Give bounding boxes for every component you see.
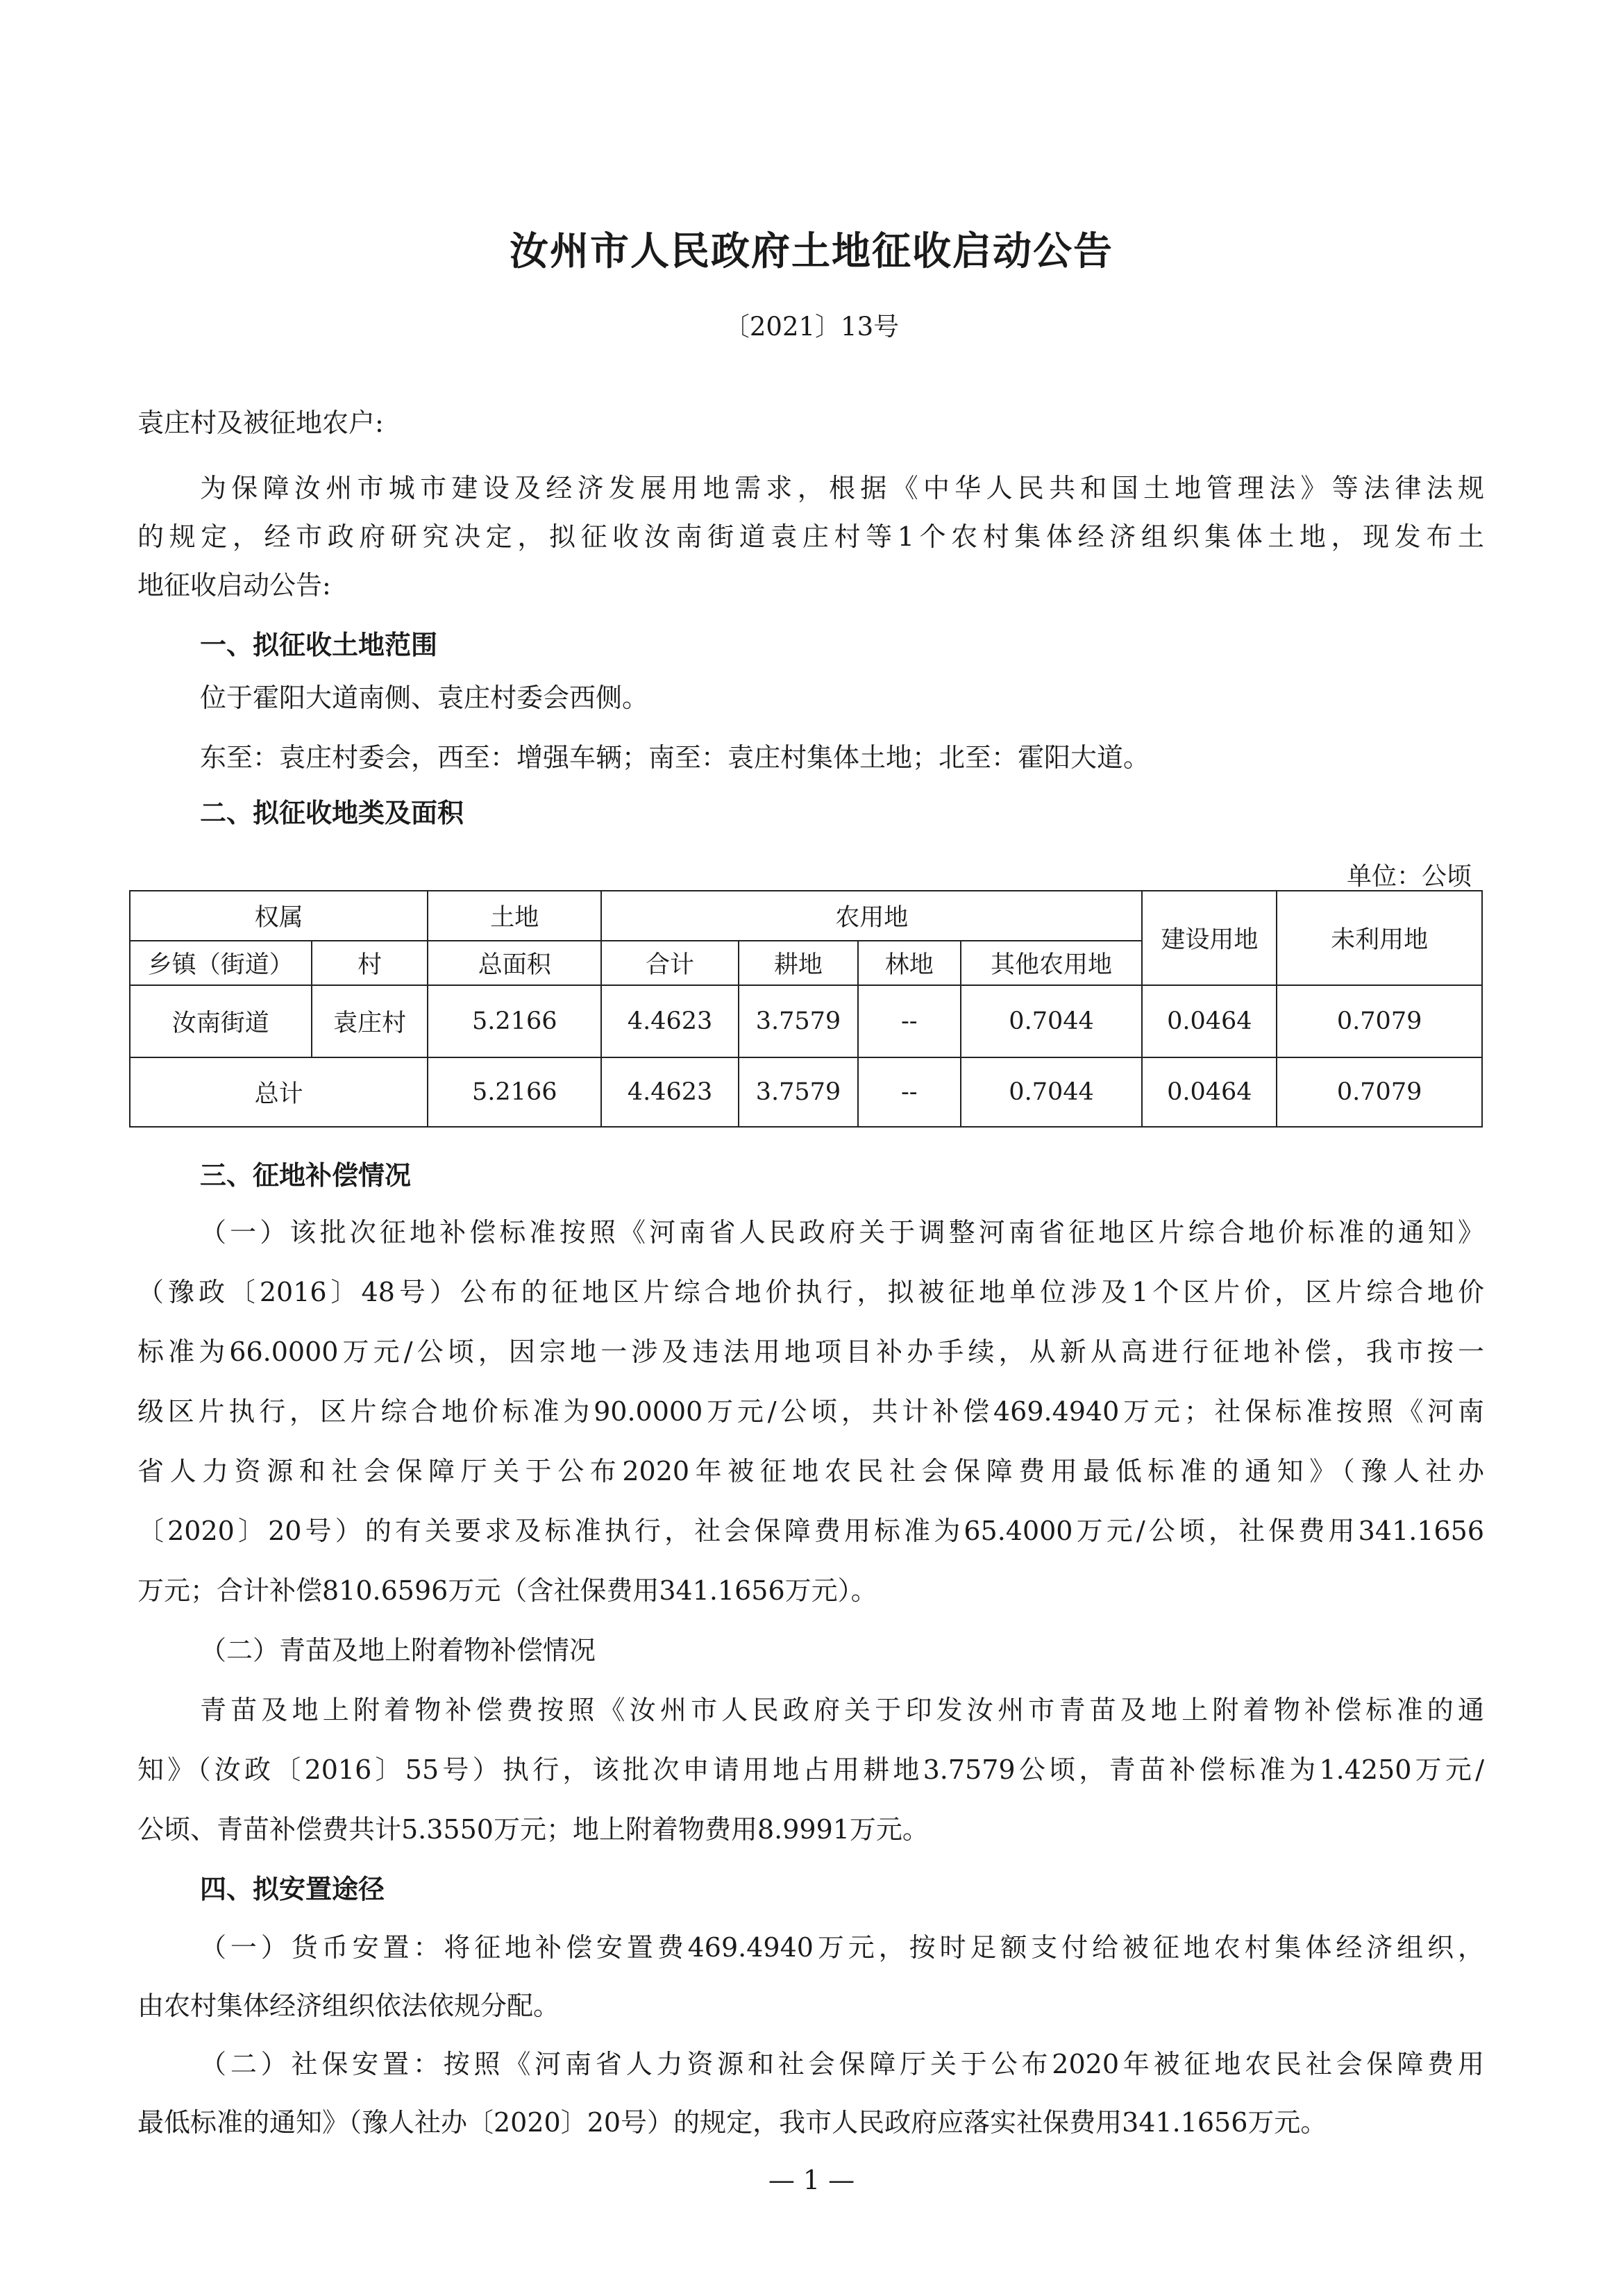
paragraph-line: 万元；合计补偿810.6596万元（含社保费用341.1656万元）。 xyxy=(137,1575,877,1606)
paragraph-line: 〔2020〕20号）的有关要求及标准执行，社会保障费用标准为65.4000万元/公顷，社保费用341.1656 xyxy=(137,1516,1484,1546)
paragraph-line: 级区片执行，区片综合地价标准为90.0000万元/公顷，共计补偿469.4940万元；社保标准按照《河南 xyxy=(137,1396,1484,1427)
table-cell: -- xyxy=(858,985,961,1057)
paragraph-line: 由农村集体经济组织依法依规分配。 xyxy=(137,1991,560,2021)
paragraph-line: 最低标准的通知》（豫人社办〔2020〕20号）的规定，我市人民政府应落实社保费用341.1656万元。 xyxy=(137,2107,1327,2138)
section-heading: 三、征地补偿情况 xyxy=(200,1160,412,1191)
table-cell: 总计 xyxy=(130,1057,428,1127)
paragraph-line: （二）社保安置：按照《河南省人力资源和社会保障厅关于公布2020年被征地农民社会保障费用 xyxy=(200,2049,1484,2079)
table-header-cell: 农用地 xyxy=(601,891,1142,941)
table-cell: 0.7044 xyxy=(961,1057,1143,1127)
intro-line: 的规定，经市政府研究决定，拟征收汝南街道袁庄村等1个农村集体经济组织集体土地，现发布土 xyxy=(137,521,1484,552)
table-header-cell: 未利用地 xyxy=(1277,891,1482,985)
table-cell: 0.7079 xyxy=(1277,1057,1482,1127)
table-cell: 0.7044 xyxy=(961,985,1143,1057)
section-heading: 四、拟安置途径 xyxy=(200,1874,385,1904)
subheading: （二）青苗及地上附着物补偿情况 xyxy=(200,1635,596,1666)
table-header-cell: 建设用地 xyxy=(1142,891,1277,985)
table-cell: 4.4623 xyxy=(601,985,739,1057)
paragraph-line: 青苗及地上附着物补偿费按照《汝州市人民政府关于印发汝州市青苗及地上附着物补偿标准的通 xyxy=(200,1695,1484,1725)
table-header-row xyxy=(130,891,1482,941)
paragraph-line: 公顷、青苗补偿费共计5.3550万元；地上附着物费用8.9991万元。 xyxy=(137,1814,929,1845)
table-cell: 0.0464 xyxy=(1142,985,1277,1057)
intro-line: 地征收启动公告: xyxy=(137,570,331,601)
paragraph-line: 知》（汝政〔2016〕55号）执行，该批次申请用地占用耕地3.7579公顷，青苗补偿标准为1.4250万元/ xyxy=(137,1754,1484,1785)
land-area-table xyxy=(129,890,1483,1128)
section-heading: 二、拟征收地类及面积 xyxy=(200,798,464,828)
section-heading: 一、拟征收土地范围 xyxy=(200,630,438,660)
table-unit-label: 单位：公顷 xyxy=(1346,862,1472,891)
table-header-cell: 权属 xyxy=(130,891,428,941)
table-header-cell: 耕地 xyxy=(739,941,858,985)
paragraph-line: （一）货币安置：将征地补偿安置费469.4940万元，按时足额支付给被征地农村集体经济组织， xyxy=(200,1932,1484,1963)
table-header-cell: 村 xyxy=(312,941,428,985)
table-header-cell: 合计 xyxy=(601,941,739,985)
paragraph-line: （豫政〔2016〕48号）公布的征地区片综合地价执行，拟被征地单位涉及1个区片价，区片综合地价 xyxy=(137,1277,1484,1307)
intro-line: 为保障汝州市城市建设及经济发展用地需求，根据《中华人民共和国土地管理法》等法律法规 xyxy=(200,473,1484,503)
page-title: 汝州市人民政府土地征收启动公告 xyxy=(510,229,1113,274)
salutation: 袁庄村及被征地农户: xyxy=(137,408,384,438)
table-cell: 5.2166 xyxy=(428,985,601,1057)
document-number: 〔2021〕13号 xyxy=(723,312,900,342)
table-header-cell: 乡镇（街道） xyxy=(130,941,312,985)
table-cell: 4.4623 xyxy=(601,1057,739,1127)
page-number: — 1 — xyxy=(768,2165,855,2195)
table-header-cell: 总面积 xyxy=(428,941,601,985)
table-header-cell: 林地 xyxy=(858,941,961,985)
table-cell: 0.7079 xyxy=(1277,985,1482,1057)
table-header-cell: 土地 xyxy=(428,891,601,941)
paragraph-line: 省人力资源和社会保障厅关于公布2020年被征地农民社会保障费用最低标准的通知》（豫人社办 xyxy=(137,1456,1484,1486)
table-cell: 0.0464 xyxy=(1142,1057,1277,1127)
table-cell: 3.7579 xyxy=(739,1057,858,1127)
table-cell: 袁庄村 xyxy=(312,985,428,1057)
table-cell: 汝南街道 xyxy=(130,985,312,1057)
table-cell: 5.2166 xyxy=(428,1057,601,1127)
paragraph-line: （一）该批次征地补偿标准按照《河南省人民政府关于调整河南省征地区片综合地价标准的通知》 xyxy=(200,1217,1484,1248)
table-header-cell: 其他农用地 xyxy=(961,941,1143,985)
table-total-row xyxy=(130,1057,1482,1127)
paragraph-line: 东至：袁庄村委会，西至：增强车辆；南至：袁庄村集体土地；北至：霍阳大道。 xyxy=(200,742,1150,773)
table-cell: 3.7579 xyxy=(739,985,858,1057)
table-cell: -- xyxy=(858,1057,961,1127)
table-row xyxy=(130,985,1482,1057)
paragraph-line: 位于霍阳大道南侧、袁庄村委会西侧。 xyxy=(200,682,649,713)
paragraph-line: 标准为66.0000万元/公顷，因宗地一涉及违法用地项目补办手续，从新从高进行征地补偿，我市按一 xyxy=(137,1336,1484,1367)
